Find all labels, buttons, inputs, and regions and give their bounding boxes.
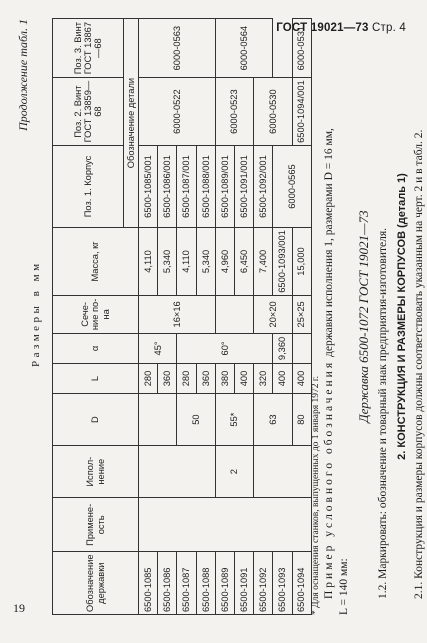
cell-section-blank xyxy=(215,295,253,333)
cell-mass: 7,400 xyxy=(254,228,273,296)
rotated-content xyxy=(12,15,426,615)
cell-alpha: 60° xyxy=(177,333,273,363)
cell-designation: 6500-1093 xyxy=(273,552,292,615)
body-text xyxy=(310,18,427,615)
cell-l: 360 xyxy=(196,363,215,393)
col-execution: Исполнение xyxy=(53,446,139,498)
footnote: * Для оснащения станков, выпущенных до 1 января 1972 г. xyxy=(311,375,321,615)
page-number: 19 xyxy=(13,601,25,615)
cell-d-blank xyxy=(139,394,177,446)
cell-pos1: 6500-1093/001 xyxy=(273,228,292,296)
col-pos2: Поз. 2. Винт ГОСТ 13859—68 xyxy=(53,78,124,146)
holder-spec-table xyxy=(52,18,312,615)
cell-pos1: 6500-1087/001 xyxy=(177,145,196,227)
cell-designation: 6500-1085 xyxy=(139,552,158,615)
dimensions-caption: Размеры в мм xyxy=(30,260,42,367)
cell-d: 55* xyxy=(215,394,253,446)
details-subheader: Обозначение детали xyxy=(124,19,139,228)
col-pos1: Поз. 1. Корпус xyxy=(53,145,124,227)
cell-designation: 6500-1094 xyxy=(292,552,311,615)
designation-example xyxy=(322,18,337,615)
cell-pos1: 6500-1085/001 xyxy=(139,145,158,227)
cell-pos1: 6500-1086/001 xyxy=(158,145,177,227)
col-pos3: Поз. 3. Винт ГОСТ 13867—68 xyxy=(53,19,124,78)
cell-l: 280 xyxy=(177,363,196,393)
cell-alpha-blank xyxy=(292,333,311,363)
cell-designation: 6500-1089 xyxy=(215,552,234,615)
holder-designation-title: Державка 6500-1072 ГОСТ 19021—73 xyxy=(356,210,372,423)
col-application: Применеость xyxy=(53,498,139,552)
table-continuation-label: Продолжение табл. 1 xyxy=(16,19,30,131)
cell-l: 360 xyxy=(158,363,177,393)
cell-execution-blank xyxy=(254,446,312,498)
cell-designation: 6500-1087 xyxy=(177,552,196,615)
cell-pos2: 6000-0523 xyxy=(215,78,253,146)
cell-designation: 6500-1086 xyxy=(158,552,177,615)
cell-designation: 6500-1091 xyxy=(234,552,253,615)
cell-pos1: 6500-1089/001 xyxy=(215,145,234,227)
cell-pos2: 6000-0530 xyxy=(254,78,292,146)
example-lead: Пример условного обозначения xyxy=(323,359,336,599)
table-row xyxy=(139,19,158,615)
cell-mass: 9,360 xyxy=(273,333,292,363)
cell-pos3: 6000-0563 xyxy=(139,19,216,78)
cell-mass: 15,000 xyxy=(292,228,311,296)
cell-mass: 4,110 xyxy=(139,228,158,296)
cell-pos2: 6000-0522 xyxy=(139,78,216,146)
cell-l: 320 xyxy=(254,363,273,393)
cell-pos1: 6500-1091/001 xyxy=(234,145,253,227)
cell-alpha: 45° xyxy=(139,333,177,363)
col-alpha: α xyxy=(53,333,139,363)
cell-l: 400 xyxy=(292,363,311,393)
cell-l: 400 xyxy=(234,363,253,393)
cell-d: 80 xyxy=(292,394,311,446)
cell-section: 20×20 xyxy=(254,295,292,333)
cell-d: 50 xyxy=(177,394,215,446)
marking-clause: 1.2. Маркировать: обозначение и товарный знак предприятия-изготовителя. xyxy=(377,227,390,599)
cell-execution: 2 xyxy=(215,446,253,498)
cell-execution-blank xyxy=(139,446,216,498)
cell-d: 63 xyxy=(254,394,292,446)
col-designation: Обозначение державки xyxy=(53,552,139,615)
cell-mass: 5,340 xyxy=(158,228,177,296)
cell-mass: 6,450 xyxy=(234,228,253,296)
cell-section: 16×16 xyxy=(139,295,216,333)
cell-l: 280 xyxy=(139,363,158,393)
cell-designation: 6500-1088 xyxy=(196,552,215,615)
table-header-row xyxy=(53,19,124,615)
col-section: Сечение пона xyxy=(53,295,139,333)
example-rest: державки исполнения 1, размерами D = 16 мм, xyxy=(323,128,336,357)
col-d: D xyxy=(53,394,139,446)
example-line2: L = 140 мм: xyxy=(338,558,351,615)
cell-mass: 4,110 xyxy=(177,228,196,296)
col-l: L xyxy=(53,363,139,393)
cell-application xyxy=(139,498,312,552)
cell-mass: 5,340 xyxy=(196,228,215,296)
cell-pos2: 6000-0531 xyxy=(292,19,311,78)
section-heading: 2. КОНСТРУКЦИЯ И РАЗМЕРЫ КОРПУСОВ (деталь 1) xyxy=(396,173,409,460)
cell-pos3: 6000-0565 xyxy=(273,145,311,227)
standard-code: ГОСТ 19021—73 xyxy=(276,22,369,34)
col-mass: Масса, кг xyxy=(53,228,139,296)
cell-section: 25×25 xyxy=(292,295,311,333)
page-label: Стр. 4 xyxy=(372,22,406,34)
cell-designation: 6500-1092 xyxy=(254,552,273,615)
cell-mass: 4,960 xyxy=(215,228,234,296)
cell-pos1: 6500-1094/001 xyxy=(292,78,311,146)
cell-pos3: 6000-0564 xyxy=(215,19,273,78)
cell-l: 400 xyxy=(273,363,292,393)
clause-2-1: 2.1. Конструкция и размеры корпусов должны соответствовать указанным на черт. 2 и в табл. 2. xyxy=(413,129,426,599)
cell-l: 380 xyxy=(215,363,234,393)
cell-pos1: 6500-1088/001 xyxy=(196,145,215,227)
cell-pos1: 6500-1092/001 xyxy=(254,145,273,227)
